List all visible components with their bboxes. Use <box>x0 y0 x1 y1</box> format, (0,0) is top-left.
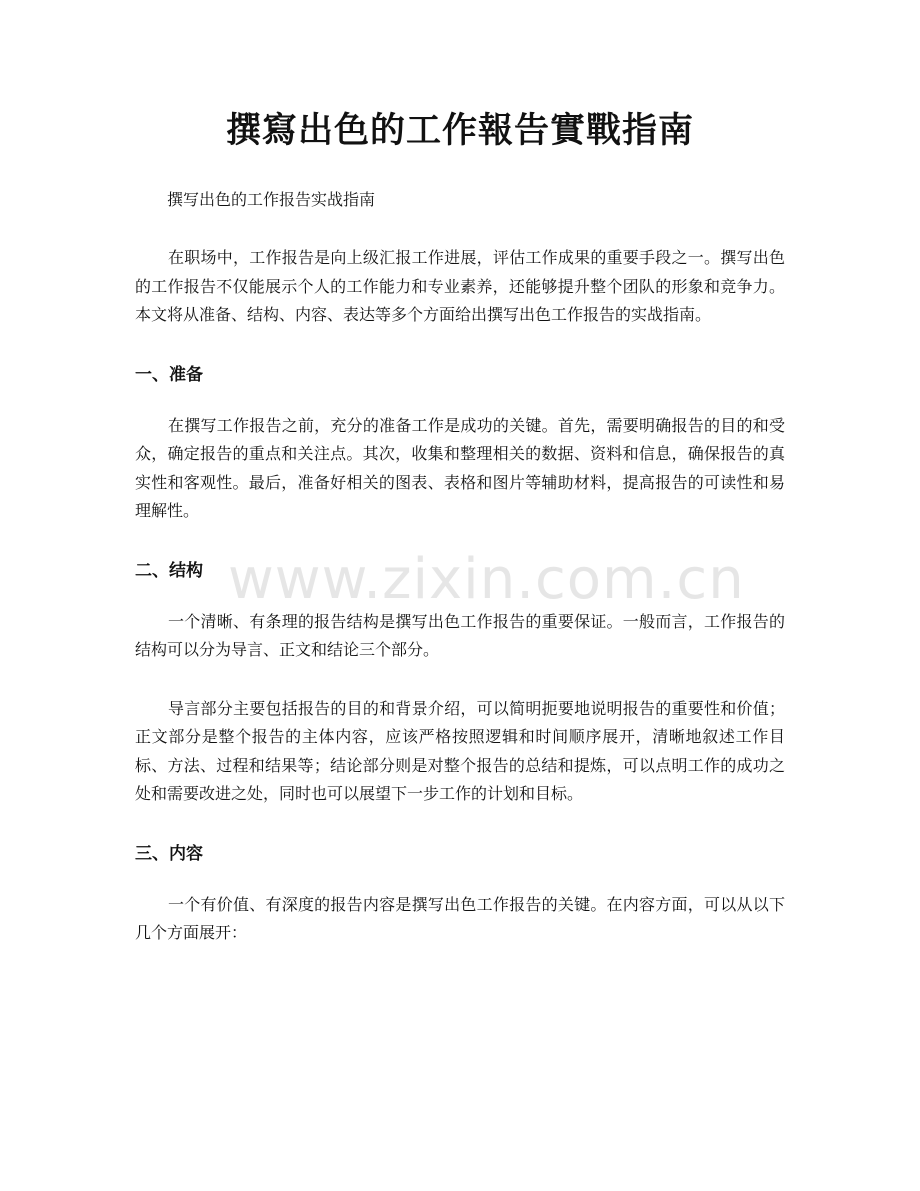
document-body <box>135 186 785 978</box>
intro-paragraph: 在职场中，工作报告是向上级汇报工作进展，评估工作成果的重要手段之一。撰写出色的工作报告不仅能展示个人的工作能力和专业素养，还能够提升整个团队的形象和竞争力。本文将从准备、结构、内容、表达等多个方面给出撰写出色工作报告的实战指南。 <box>135 248 785 324</box>
document-title: 撰寫出色的工作報告實戰指南 <box>225 111 694 151</box>
content-paragraph: 一个有价值、有深度的报告内容是撰写出色工作报告的关键。在内容方面，可以从以下几个方面展开： <box>135 894 785 942</box>
watermark-text: www.zixin.com.cn <box>228 547 745 612</box>
preparation-paragraph: 在撰写工作报告之前，充分的准备工作是成功的关键。首先，需要明确报告的目的和受众，确定报告的重点和关注点。其次，收集和整理相关的数据、资料和信息，确保报告的真实性和客观性。最后，准备好相关的图表、表格和图片等辅助材料，提高报告的可读性和易理解性。 <box>135 415 785 520</box>
section-heading-preparation: 一、准备 <box>135 364 203 385</box>
document-subtitle: 撰写出色的工作报告实战指南 <box>167 190 376 209</box>
section-heading-structure: 二、结构 <box>135 560 203 581</box>
structure-paragraph-1: 一个清晰、有条理的报告结构是撰写出色工作报告的重要保证。一般而言，工作报告的结构可以分为导言、正文和结论三个部分。 <box>135 611 785 659</box>
section-heading-content: 三、内容 <box>135 843 203 864</box>
structure-paragraph-2: 导言部分主要包括报告的目的和背景介绍，可以简明扼要地说明报告的重要性和价值；正文部分是整个报告的主体内容，应该严格按照逻辑和时间顺序展开，清晰地叙述工作目标、方法、过程和结果等；结论部分则是对整个报告的总结和提炼，可以点明工作的成功之处和需要改进之处，同时也可以展望下一步工作的计划和目标。 <box>135 698 785 803</box>
